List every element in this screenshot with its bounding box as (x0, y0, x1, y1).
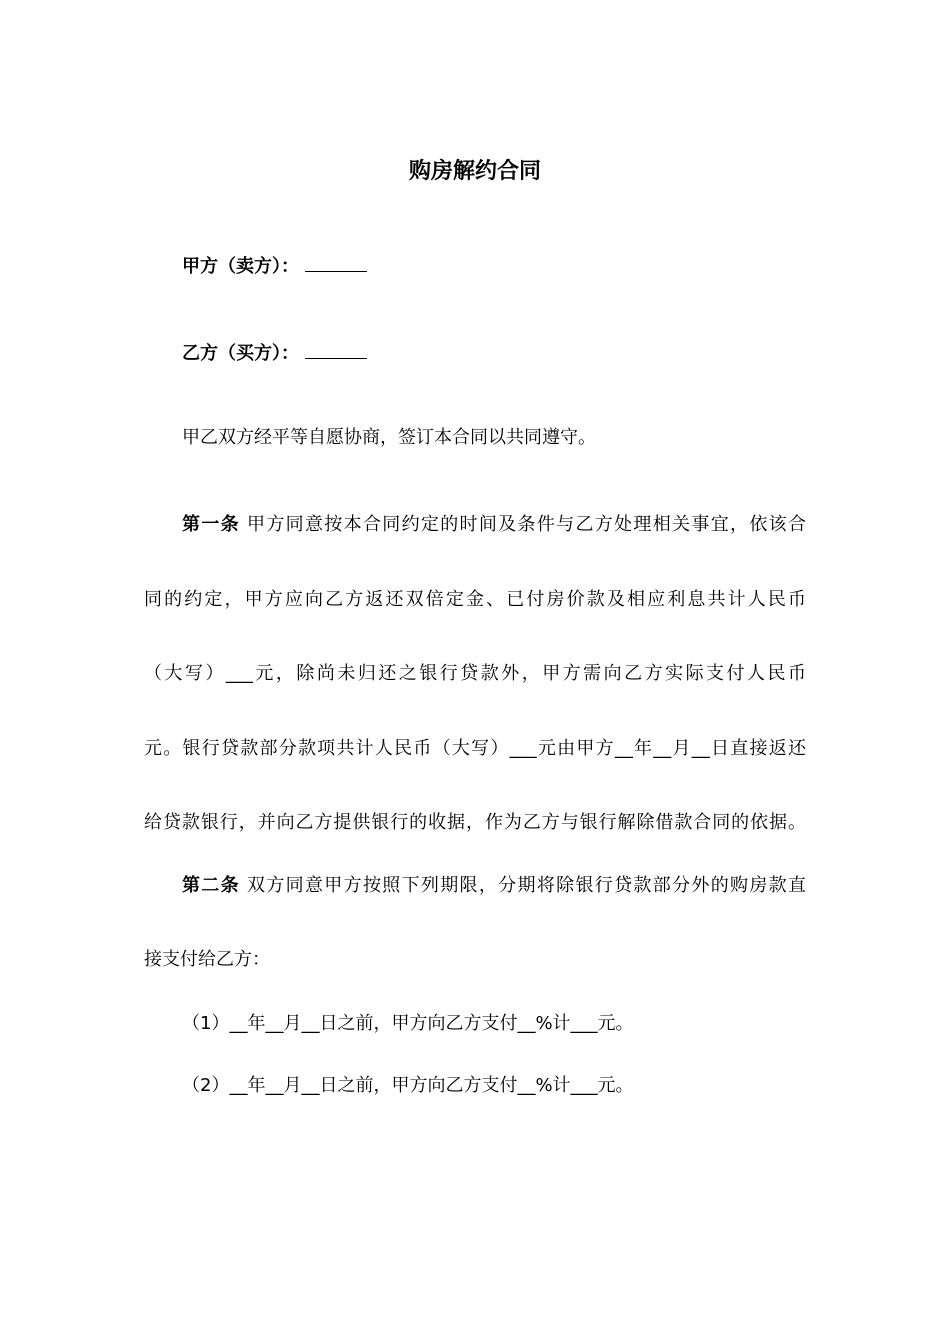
party-a-line (182, 249, 367, 282)
party-b-label: 乙方（买方）： (182, 343, 299, 364)
preamble: 甲乙双方经平等自愿协商，签订本合同以共同遵守。 (182, 427, 596, 448)
article1-heading: 第一条 (182, 514, 240, 535)
article2-heading: 第二条 (182, 875, 240, 896)
article1-line2: 同的约定，甲方应向乙方返还双倍定金、已付房价款及相应利息共计人民币 (144, 589, 806, 610)
article2-item2: （2）__年__月__日之前，甲方向乙方支付__%计___元。 (182, 1075, 634, 1096)
party-a-blank (305, 249, 367, 272)
article1-line1 (182, 510, 806, 540)
article1-line3: （大写）___元，除尚未归还之银行贷款外，甲方需向乙方实际支付人民币 (144, 663, 806, 684)
party-b-line (182, 336, 367, 369)
article2-item1: （1）__年__月__日之前，甲方向乙方支付__%计___元。 (182, 1013, 634, 1034)
article1-text1: 甲方同意按本合同约定的时间及条件与乙方处理相关事宜，依该合 (247, 514, 806, 535)
party-b-blank (305, 336, 367, 359)
article2-text1: 双方同意甲方按照下列期限，分期将除银行贷款部分外的购房款直 (247, 875, 806, 896)
article1-line4: 元。银行贷款部分款项共计人民币（大写）___元由甲方__年__月__日直接返还 (144, 738, 806, 759)
article2-line1 (182, 871, 806, 901)
party-a-label: 甲方（卖方）： (182, 256, 299, 277)
document-title: 购房解约合同 (408, 159, 541, 184)
article2-line2: 接支付给乙方： (144, 949, 270, 970)
article1-line5: 给贷款银行，并向乙方提供银行的收据，作为乙方与银行解除借款合同的依据。 (144, 812, 806, 833)
